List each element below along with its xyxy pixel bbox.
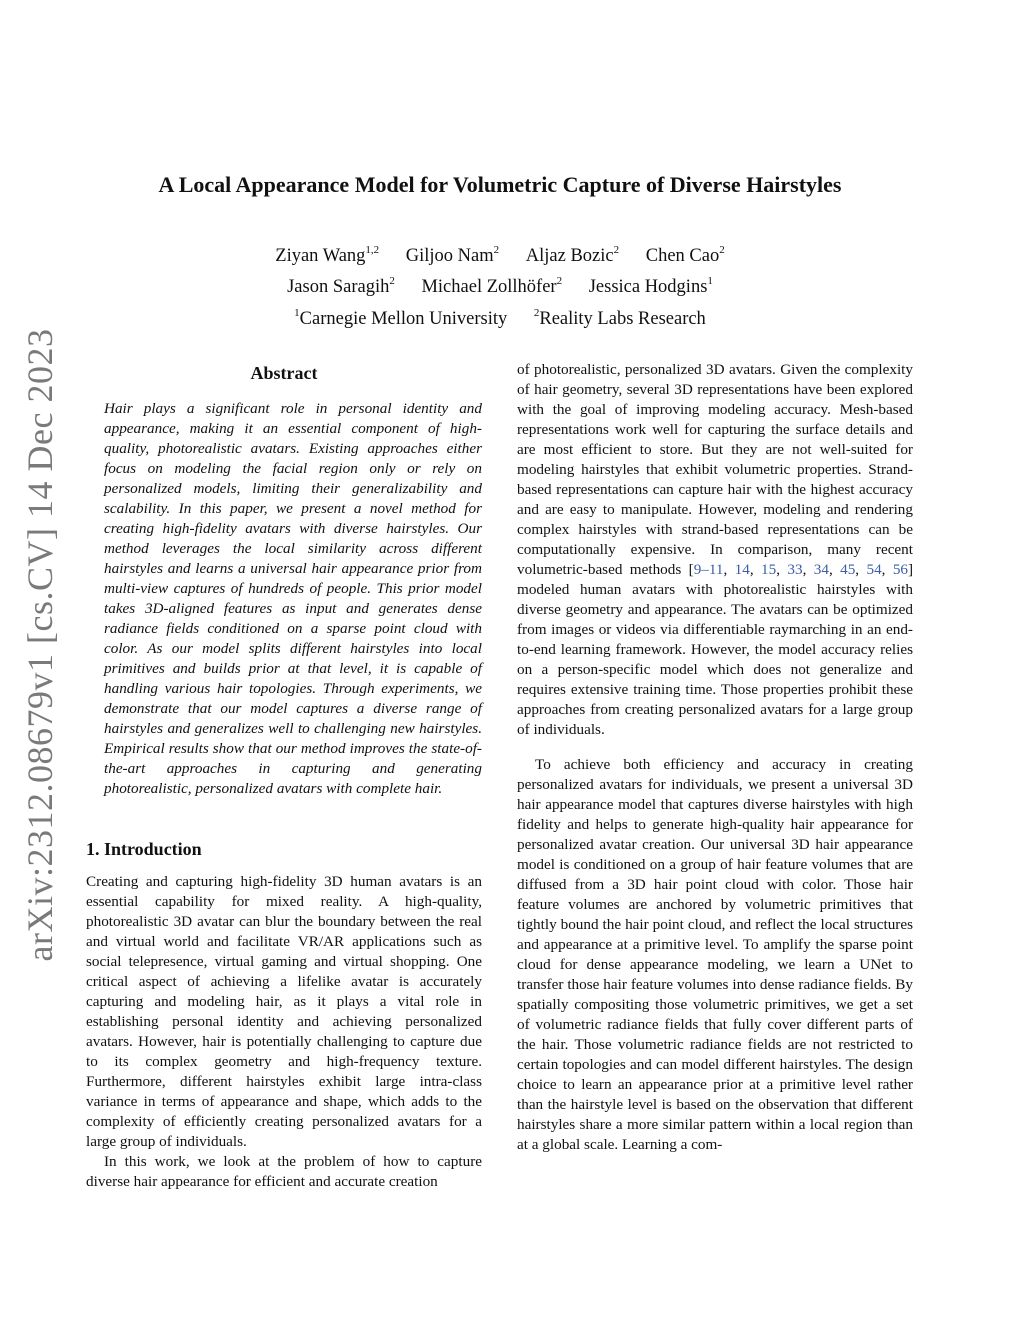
author-giljoo-nam: Giljoo Nam$^2$: [405, 244, 500, 267]
introduction-paragraph-1: Creating and capturing high-fidelity 3D human avatars is an essential capability for mixed reality. A high-quality, photorealistic 3D avatar can blur the boundary between the real and virtual world and facilitate VR/AR applications such as social telepresence, virtual gaming and virtual shopping. One critical aspect of achieving a lifelike avatar is accurately capturing and modeling hair, as it plays a vital role in establishing personal identity and achieving personalized avatars. However, hair is potentially challenging to capture due to its complex geometry and high-frequency texture. Furthermore, different hairstyles exhibit large intra-class variance in terms of appearance and shape, which adds to the complexity of efficiently creating personalized avatars for a large group of individuals.: [86, 873, 482, 1150]
citation-link[interactable]: 45: [840, 561, 856, 578]
citation-link[interactable]: 33: [787, 561, 803, 578]
affiliations: [0, 301, 1000, 332]
abstract-text: Hair plays a significant role in personal identity and appearance, making it an essential component of high-quality, photorealistic avatars. Existing approaches either focus on modeling the facial region only or rely on personalized models, limiting their generalizability and scalability. In this paper, we present a novel method for creating high-fidelity avatars with diverse hairstyles. Our method leverages the local similarity across different hairstyles and learns a universal hair appearance prior from multi-view captures of hundreds of people. This prior model takes 3D-aligned features as input and generates dense radiance fields conditioned on a sparse point cloud with color. As our model splits different hairstyles into local primitives and builds prior at that level, it is capable of handling various hair topologies. Through experiments, we demonstrate that our model captures a diverse range of hairstyles and generalizes well to challenging new hairstyles. Empirical results show that our method improves the state-of-the-art approaches in capturing and generating photorealistic, personalized avatars with complete hair.: [104, 400, 482, 797]
citation-link[interactable]: 9–11: [693, 561, 724, 578]
right-paragraph-2: To achieve both efficiency and accuracy in creating personalized avatars for individuals, we present a universal 3D hair appearance model that captures diverse hairstyles with high fidelity and helps to generate high-quality hair appearance for personalized avatar creation. Our universal 3D hair appearance model is conditioned on a group of hair feature volumes that are diffused from a 3D hair point cloud with color. Those hair feature volumes are anchored by volumetric primitives that tightly bound the hair point cloud, and reflect the local structures and appearance at a primitive level. To amplify the sparse point cloud for dense appearance modeling, we learn a UNet to transfer those hair feature volumes into dense radiance fields. By spatially compositing those volumetric primitives, we get a set of volumetric radiance fields that fully cover different parts of the hair. Those volumetric radiance fields are not restricted to certain topologies and can model different hairstyles. The design choice to learn an appearance prior at a primitive level rather than the hairstyle level is based on the observation that different hairstyles share a more similar pattern within a local region than at a global scale. Learning a com-: [517, 756, 913, 1153]
author-michael-zollhofer: Michael Zollhöfer$^2$: [421, 275, 563, 298]
introduction-paragraph-2: In this work, we look at the problem of how to capture diverse hair appearance for efficient and accurate creation: [86, 1153, 482, 1190]
citation-link[interactable]: 56: [892, 561, 909, 578]
authors-line-2: [0, 269, 1000, 300]
introduction-heading: 1. Introduction: [86, 839, 202, 859]
citation-link[interactable]: 14: [734, 561, 750, 578]
affiliation-cmu: $^1$Carnegie Mellon University: [294, 307, 508, 330]
author-aljaz-bozic: Aljaz Bozic$^2$: [525, 244, 620, 267]
citation-link[interactable]: 54: [866, 561, 882, 578]
left-column: [86, 360, 482, 1192]
author-block: [0, 238, 1000, 332]
right-column: [517, 360, 913, 1155]
paper-title: A Local Appearance Model for Volumetric Capture of Diverse Hairstyles: [158, 172, 842, 197]
citation-link[interactable]: 34: [813, 561, 829, 578]
abstract-heading: Abstract: [250, 363, 318, 383]
authors-line-1: [0, 238, 1000, 269]
author-ziyan-wang: Ziyan Wang$^{1,2}$: [275, 244, 380, 267]
citation-link[interactable]: 15: [761, 561, 777, 578]
author-chen-cao: Chen Cao$^2$: [645, 244, 725, 267]
right-paragraph-1: of photorealistic, personalized 3D avatars. Given the complexity of hair geometry, several 3D representations have been explored with the goal of improving modeling accuracy. Mesh-based representations work well for capturing the surface details and are most efficient to store. But they are not well-suited for modeling hairstyles that exhibit volumetric properties. Strand-based representations can capture hair with the highest accuracy and are easy to manipulate. However, modeling and rendering complex hairstyles with strand-based representations can be computationally expensive. In comparison, many recent volumetric-based methods [9–11, 14, 15, 33, 34, 45, 54, 56] modeled human avatars with photorealistic hairstyles with diverse geometry and appearance. The avatars can be optimized from images or videos via differentiable raymarching in an end-to-end learning framework. However, the model accuracy relies on a person-specific model which does not generalize and requires extensive training time. Those properties prohibit these approaches from creating personalized avatars for a large group of individuals.: [517, 361, 914, 738]
arxiv-identifier: arXiv:2312.08679v1 [cs.CV] 14 Dec 2023: [20, 328, 60, 962]
affiliation-reality-labs: $^2$Reality Labs Research: [533, 307, 706, 330]
author-jessica-hodgins: Jessica Hodgins$^1$: [588, 275, 713, 298]
author-jason-saragih: Jason Saragih$^2$: [287, 275, 395, 298]
